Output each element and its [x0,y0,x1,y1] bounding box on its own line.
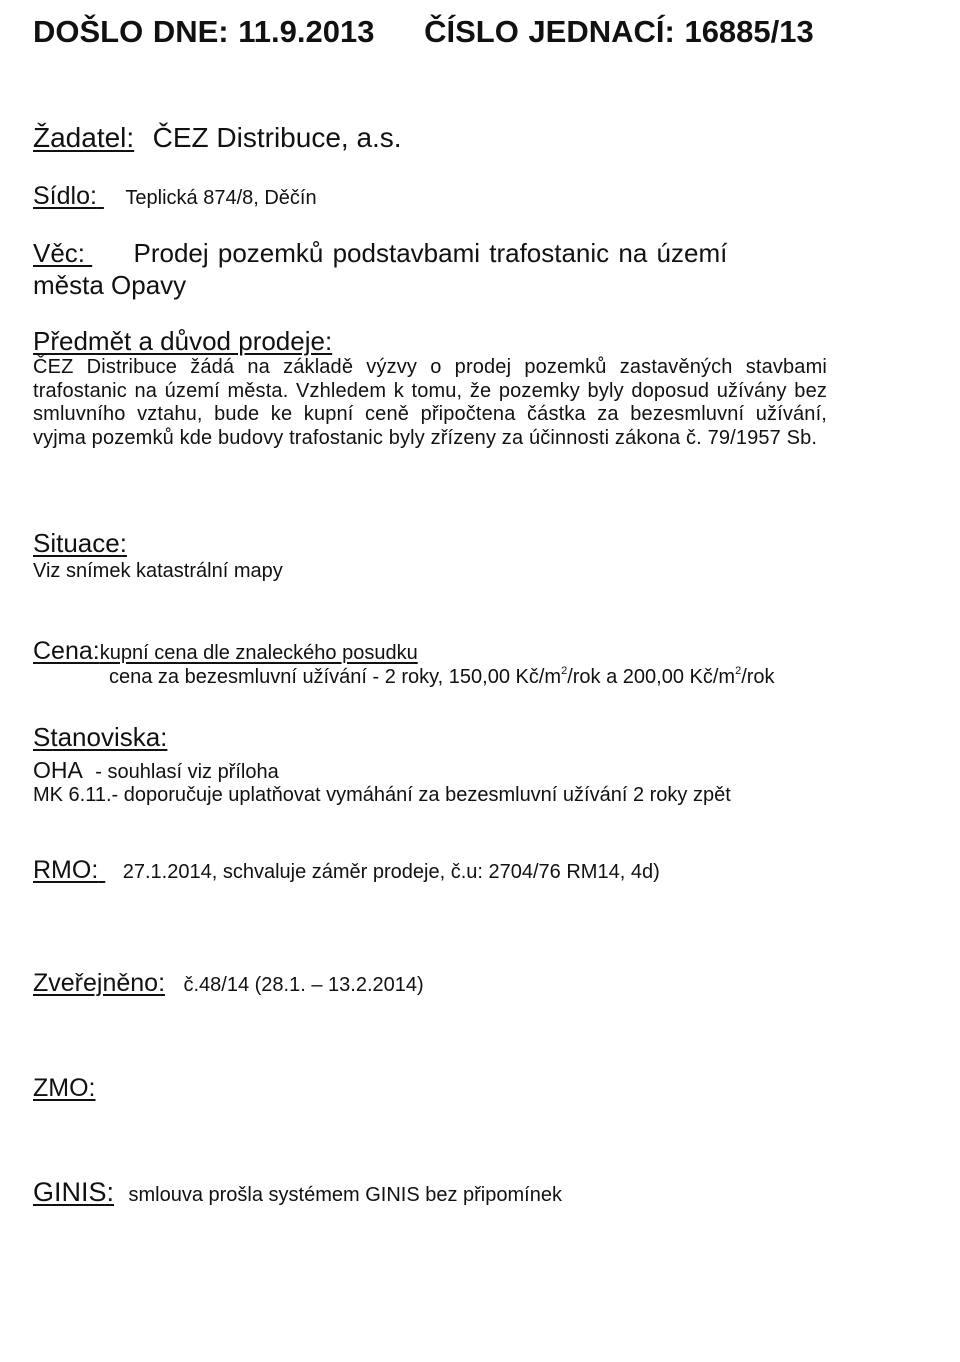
seat-row [33,182,317,211]
seat-value: Teplická 874/8, Děčín [125,187,317,209]
opinions-heading: Stanoviska: [33,722,168,752]
published-text: č.48/14 (28.1. – 13.2.2014) [183,974,424,996]
purpose-text: ČEZ Distribuce žádá na základě výzvy o prodej pozemků zastavěných stavbami trafostanic na území města. Vzhledem k tomu, že pozemky byly doposud užívány bez smluvního vztahu, bude ke kupní ceně připočtena částka za bezesmluvní užívání, vyjma pozemků kde budovy trafostanic byly zřízeny za účinnosti zákona č. 79/1957 Sb. [33,356,827,449]
applicant-value: ČEZ Distribuce, a.s. [152,122,402,153]
subject-row [33,238,727,269]
reference-label: ČÍSLO JEDNACÍ: [424,14,675,49]
ginis-text: smlouva prošla systémem GINIS bez připomínek [128,1184,562,1206]
received-label: DOŠLO DNE: [33,14,229,49]
oha-label: OHA [33,757,83,783]
ginis-row [33,1177,562,1208]
oha-text: - souhlasí viz příloha [95,761,279,783]
published-label: Zveřejněno: [33,969,166,997]
received-date: 11.9.2013 [238,14,375,49]
applicant-label: Žadatel: [33,122,135,153]
subject-line-2: města Opavy [33,270,187,300]
price-label: Cena: [33,637,100,665]
situation-text: Viz snímek katastrální mapy [33,560,283,582]
opinion-oha [33,757,279,784]
subject-label: Věc: [33,238,86,268]
applicant-row [33,122,402,154]
rmo-label: RMO: [33,856,99,884]
reference-number: 16885/13 [684,14,814,49]
rmo-text: 27.1.2014, schvaluje záměr prodeje, č.u: 2704/76 RM14, 4d) [122,861,660,883]
subject-line-1: Prodej pozemků podstavbami trafostanic na území [133,238,728,268]
ginis-label: GINIS: [33,1177,115,1207]
situation-heading: Situace: [33,528,127,558]
published-row [33,969,424,998]
purpose-heading: Předmět a důvod prodeje: [33,326,333,356]
rmo-row [33,856,660,885]
price-row [33,637,418,666]
document-header [33,14,814,50]
opinion-mk: MK 6.11.- doporučuje uplatňovat vymáhání za bezesmluvní užívání 2 roky zpět [33,784,731,806]
seat-label: Sídlo: [33,182,97,210]
zmo-label: ZMO: [33,1074,96,1102]
price-line-1: kupní cena dle znaleckého posudku [99,642,418,664]
price-line-2: cena za bezesmluvní užívání - 2 roky, 150,00 $Kč/m^2$/rok a 200,00 $Kč/m^2$/rok [109,665,775,688]
